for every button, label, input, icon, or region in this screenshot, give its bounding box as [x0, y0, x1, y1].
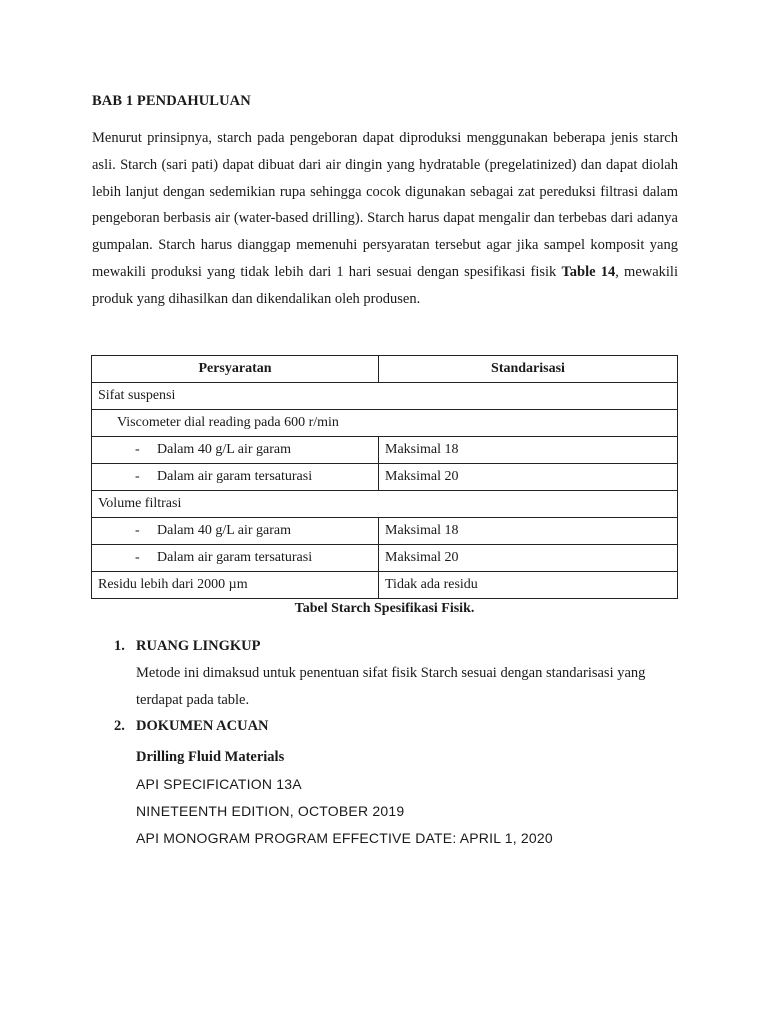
dash-marker: -	[135, 442, 140, 457]
table-row	[92, 383, 678, 410]
row-label: Dalam 40 g/L air garam	[157, 523, 291, 538]
reference-list	[136, 744, 676, 852]
table-row	[92, 545, 678, 572]
row-residu-value: Tidak ada residu	[379, 572, 678, 599]
intro-text-part1: Menurut prinsipnya, starch pada pengeboran dapat diproduksi menggunakan beberapa jenis starch asli. Starch (sari pati) dapat dibuat dari air dingin yang hydratable (pregelatinized) dan dapat diolah lebih lanjut dengan sedemikian rupa sehingga cocok digunakan sebagai zat pereduksi filtrasi dalam pengeboran berbasis air (water-based drilling). Starch harus dapat mengalir dan terbebas dari adanya gumpalan. Starch harus dianggap memenuhi persyaratan tersebut agar jika sampel komposit yang mewakili produksi yang tidak lebih dari 1 hari sesuai dengan spesifikasi fisik	[92, 130, 678, 280]
row-label-cell	[92, 545, 379, 572]
row-volume-filtrasi: Volume filtrasi	[92, 491, 678, 518]
row-label-cell	[92, 518, 379, 545]
section-dokumen-acuan	[114, 718, 674, 858]
reference-line: NINETEENTH EDITION, OCTOBER 2019	[136, 803, 405, 819]
intro-paragraph	[92, 125, 678, 313]
row-value-cell: Maksimal 20	[379, 464, 678, 491]
row-value-cell: Maksimal 18	[379, 518, 678, 545]
dash-marker: -	[135, 550, 140, 565]
section-number: 2.	[114, 718, 125, 734]
dash-marker: -	[135, 469, 140, 484]
reference-title: Drilling Fluid Materials	[136, 749, 285, 765]
table-row	[92, 572, 678, 599]
row-label-cell	[92, 464, 379, 491]
table-caption: Tabel Starch Spesifikasi Fisik.	[294, 601, 475, 616]
table-row	[92, 437, 678, 464]
section-title: DOKUMEN ACUAN	[136, 718, 269, 734]
table-row	[92, 464, 678, 491]
intro-text-part2: , mewakili produk yang dihasilkan dan dikendalikan oleh produsen.	[92, 263, 678, 307]
row-label: Dalam 40 g/L air garam	[157, 442, 291, 457]
reference-line: API MONOGRAM PROGRAM EFFECTIVE DATE: APRIL 1, 2020	[136, 830, 553, 846]
row-label-cell	[92, 437, 379, 464]
section-number: 1.	[114, 638, 125, 654]
header-persyaratan: Persyaratan	[92, 356, 379, 383]
specification-table	[91, 355, 678, 599]
row-label: Dalam air garam tersaturasi	[157, 550, 313, 565]
header-standarisasi: Standarisasi	[379, 356, 678, 383]
chapter-heading: BAB 1 PENDAHULUAN	[92, 93, 251, 109]
table-row	[92, 410, 678, 437]
section-ruang-lingkup	[114, 638, 674, 718]
row-label: Dalam air garam tersaturasi	[157, 469, 313, 484]
section-body: Metode ini dimaksud untuk penentuan sifat fisik Starch sesuai dengan standarisasi yang terdapat pada table.	[136, 665, 646, 708]
table-row	[92, 518, 678, 545]
dash-marker: -	[135, 523, 140, 538]
row-viscometer: Viscometer dial reading pada 600 r/min	[92, 410, 678, 437]
section-title: RUANG LINGKUP	[136, 638, 261, 654]
intro-bold-reference: Table 14	[561, 263, 616, 280]
reference-line: API SPECIFICATION 13A	[136, 776, 302, 792]
row-value-cell: Maksimal 18	[379, 437, 678, 464]
row-residu-label: Residu lebih dari 2000 µm	[92, 572, 379, 599]
row-sifat-suspensi: Sifat suspensi	[92, 383, 678, 410]
table-row	[92, 491, 678, 518]
table-header-row	[92, 356, 678, 383]
row-value-cell: Maksimal 20	[379, 545, 678, 572]
